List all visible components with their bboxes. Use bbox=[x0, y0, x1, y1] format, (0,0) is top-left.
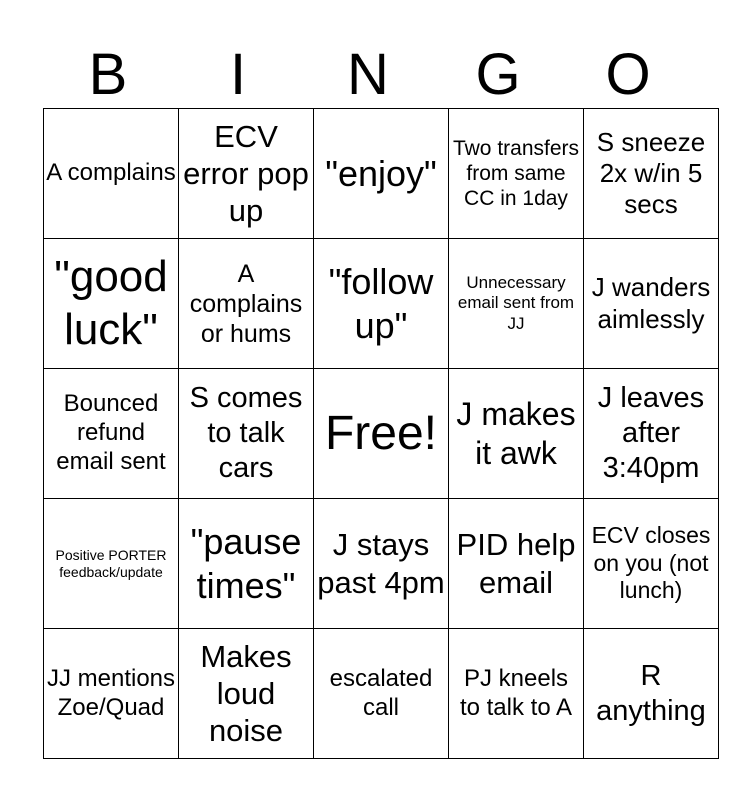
bingo-cell[interactable] bbox=[449, 239, 584, 369]
board-row bbox=[44, 629, 719, 759]
bingo-cell-text: "follow up" bbox=[328, 261, 434, 346]
bingo-cell-text: "good luck" bbox=[54, 251, 168, 354]
bingo-board bbox=[43, 108, 719, 759]
bingo-cell[interactable] bbox=[179, 109, 314, 239]
bingo-cell[interactable] bbox=[314, 369, 449, 499]
bingo-cell[interactable] bbox=[44, 499, 179, 629]
header-letter-i: I bbox=[229, 42, 247, 107]
bingo-cell-text: JJ mentions Zoe/Quad bbox=[46, 664, 176, 721]
bingo-cell-text: ECV error pop up bbox=[183, 118, 309, 229]
bingo-cell[interactable] bbox=[44, 369, 179, 499]
bingo-header bbox=[43, 42, 693, 108]
bingo-cell-text: Free! bbox=[324, 406, 438, 460]
bingo-cell[interactable] bbox=[584, 239, 719, 369]
header-letter-o: O bbox=[605, 42, 651, 107]
bingo-cell[interactable] bbox=[314, 109, 449, 239]
bingo-cell-text: PJ kneels to talk to A bbox=[459, 664, 573, 721]
bingo-cell-text: Two transfers from same CC in 1day bbox=[452, 136, 580, 211]
bingo-cell-text: Bounced refund email sent bbox=[56, 390, 166, 475]
bingo-cell-text: S sneeze 2x w/in 5 secs bbox=[596, 126, 706, 220]
bingo-cell[interactable] bbox=[584, 369, 719, 499]
bingo-cell-text: Unnecessary email sent from JJ bbox=[457, 272, 575, 333]
bingo-cell-text: R anything bbox=[596, 659, 706, 727]
bingo-cell-text: J wanders aimlessly bbox=[591, 272, 711, 334]
bingo-cell-text: ECV closes on you (not lunch) bbox=[591, 522, 711, 604]
bingo-cell[interactable] bbox=[44, 629, 179, 759]
board-row bbox=[44, 109, 719, 239]
bingo-cell[interactable] bbox=[314, 239, 449, 369]
bingo-cell-text: Makes loud noise bbox=[200, 638, 292, 749]
header-letter-g: G bbox=[475, 42, 521, 107]
bingo-cell-text: "enjoy" bbox=[325, 152, 437, 194]
board-row bbox=[44, 369, 719, 499]
bingo-cell[interactable] bbox=[449, 109, 584, 239]
bingo-cell[interactable] bbox=[584, 629, 719, 759]
bingo-cell[interactable] bbox=[179, 239, 314, 369]
bingo-cell-text: escalated call bbox=[329, 664, 433, 721]
bingo-cell[interactable] bbox=[179, 369, 314, 499]
bingo-cell[interactable] bbox=[314, 629, 449, 759]
bingo-cell-text: J stays past 4pm bbox=[317, 527, 445, 600]
bingo-cell-text: A complains or hums bbox=[189, 259, 303, 348]
bingo-cell[interactable] bbox=[179, 499, 314, 629]
bingo-cell[interactable] bbox=[584, 499, 719, 629]
bingo-cell-text: "pause times" bbox=[190, 521, 302, 606]
bingo-cell[interactable] bbox=[314, 499, 449, 629]
bingo-cell-text: A complains bbox=[46, 159, 176, 187]
header-letter-n: N bbox=[347, 42, 389, 107]
board-row bbox=[44, 239, 719, 369]
bingo-cell[interactable] bbox=[44, 109, 179, 239]
bingo-cell-text: S comes to talk cars bbox=[189, 382, 303, 484]
bingo-cell-text: PID help email bbox=[456, 527, 576, 600]
bingo-cell[interactable] bbox=[179, 629, 314, 759]
bingo-cell-text: J leaves after 3:40pm bbox=[597, 382, 705, 484]
bingo-cell[interactable] bbox=[44, 239, 179, 369]
bingo-cell[interactable] bbox=[584, 109, 719, 239]
bingo-cell[interactable] bbox=[449, 369, 584, 499]
bingo-cell[interactable] bbox=[449, 499, 584, 629]
header-letter-b: B bbox=[88, 42, 128, 107]
bingo-cell-text: Positive PORTER feedback/update bbox=[55, 546, 167, 580]
bingo-cell[interactable] bbox=[449, 629, 584, 759]
board-row bbox=[44, 499, 719, 629]
bingo-cell-text: J makes it awk bbox=[456, 396, 576, 471]
